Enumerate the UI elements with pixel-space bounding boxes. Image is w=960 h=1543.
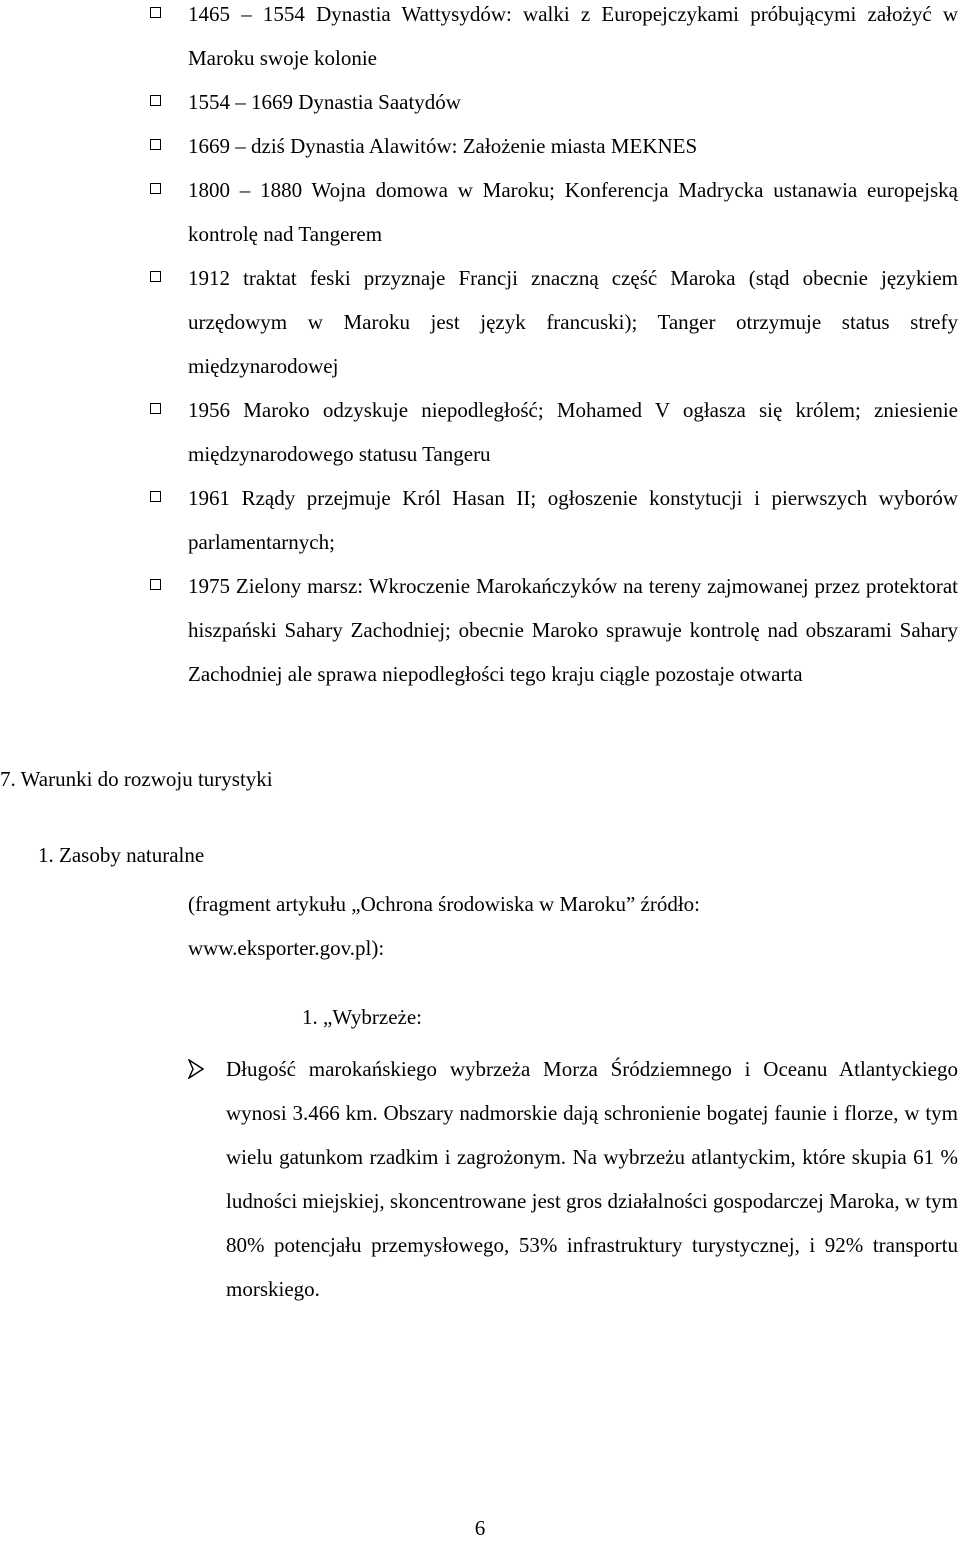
list-item <box>150 388 958 476</box>
coast-heading: 1. „Wybrzeże: <box>302 1005 422 1029</box>
list-item-text: 1465 – 1554 Dynastia Wattysydów: walki z Europejczykami próbującymi założyć w Maroku swoje kolonie <box>188 2 958 70</box>
list-item <box>150 256 958 388</box>
section-heading: 7. Warunki do rozwoju turystyki <box>0 767 273 791</box>
list-item <box>150 168 958 256</box>
list-item <box>150 80 958 124</box>
list-item-text: 1800 – 1880 Wojna domowa w Maroku; Konferencja Madrycka ustanawia europejską kontrolę nad Tangerem <box>188 178 958 246</box>
checkbox-bullet-icon <box>150 139 161 150</box>
page-number: 6 <box>474 1516 486 1540</box>
checkbox-bullet-icon <box>150 95 161 106</box>
list-item-text: 1956 Maroko odzyskuje niepodległość; Mohamed V ogłasza się królem; zniesienie międzynarodowego statusu Tangeru <box>188 398 958 466</box>
checkbox-bullet-icon <box>150 403 161 414</box>
checkbox-bullet-icon <box>150 271 161 282</box>
checkbox-bullet-icon <box>150 579 161 590</box>
list-item-text: 1912 traktat feski przyznaje Francji znaczną część Maroka (stąd obecnie językiem urzędowym w Maroku jest język francuski); Tanger otrzymuje status strefy międzynarodowej <box>188 266 958 378</box>
coast-paragraph: Długość marokańskiego wybrzeża Morza Śródziemnego i Oceanu Atlantyckiego wynosi 3.466 km. Obszary nadmorskie dają schronienie bogatej faunie i florze, w tym wielu gatunkom rzadkim i zagrożonym. Na wybrzeżu atlantyckim, które skupia 61 % ludności miejskiej, skoncentrowane jest gros działalności gospodarczej Maroka, w tym 80% potencjału przemysłowego, 53% infrastruktury turystycznej, i 92% transportu morskiego. <box>226 1057 958 1301</box>
subsection-heading: 1. Zasoby naturalne <box>38 843 205 867</box>
checkbox-bullet-icon <box>150 183 161 194</box>
list-item <box>150 124 958 168</box>
checkbox-bullet-icon <box>150 7 161 18</box>
list-item <box>150 476 958 564</box>
arrow-bullet-icon <box>188 1059 204 1079</box>
history-bullet-list <box>150 0 958 696</box>
list-item-text: 1975 Zielony marsz: Wkroczenie Marokańczyków na tereny zajmowanej przez protektorat hiszpański Sahary Zachodniej; obecnie Maroko sprawuje kontrolę nad obszarami Sahary Zachodniej ale sprawa niepodległości tego kraju ciągle pozostaje otwarta <box>188 574 958 686</box>
checkbox-bullet-icon <box>150 491 161 502</box>
list-item <box>150 564 958 696</box>
source-note: (fragment artykułu „Ochrona środowiska w Maroku” źródło: www.eksporter.gov.pl): <box>188 892 701 960</box>
coast-arrow-item <box>188 1047 958 1311</box>
list-item <box>150 0 958 80</box>
list-item-text: 1554 – 1669 Dynastia Saatydów <box>188 90 461 114</box>
list-item-text: 1961 Rządy przejmuje Król Hasan II; ogłoszenie konstytucji i pierwszych wyborów parlamentarnych; <box>188 486 958 554</box>
list-item-text: 1669 – dziś Dynastia Alawitów: Założenie miasta MEKNES <box>188 134 698 158</box>
